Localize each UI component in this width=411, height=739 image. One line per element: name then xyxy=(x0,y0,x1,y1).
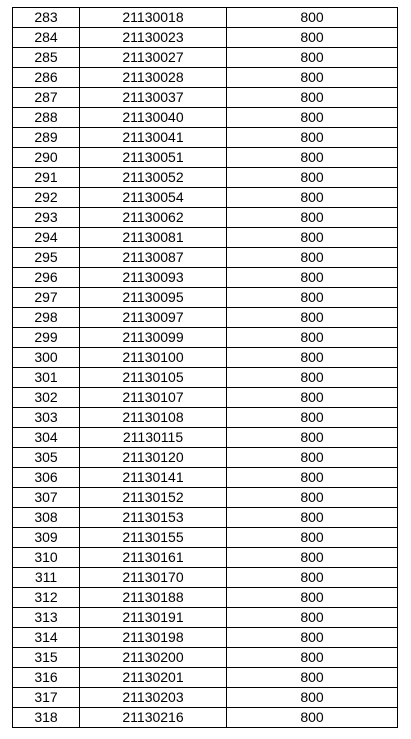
value-cell: 800 xyxy=(227,148,398,168)
id-cell: 21130216 xyxy=(80,708,227,728)
id-cell: 21130152 xyxy=(80,488,227,508)
table-row xyxy=(13,88,398,108)
id-cell: 21130108 xyxy=(80,408,227,428)
table-row xyxy=(13,468,398,488)
id-cell: 21130097 xyxy=(80,308,227,328)
table-row xyxy=(13,488,398,508)
row-number-cell: 315 xyxy=(13,648,80,668)
value-cell: 800 xyxy=(227,88,398,108)
value-cell: 800 xyxy=(227,288,398,308)
id-cell: 21130099 xyxy=(80,328,227,348)
row-number-cell: 310 xyxy=(13,548,80,568)
table-row xyxy=(13,388,398,408)
row-number-cell: 309 xyxy=(13,528,80,548)
value-cell: 800 xyxy=(227,608,398,628)
row-number-cell: 311 xyxy=(13,568,80,588)
value-cell: 800 xyxy=(227,348,398,368)
id-cell: 21130100 xyxy=(80,348,227,368)
row-number-cell: 317 xyxy=(13,688,80,708)
id-cell: 21130203 xyxy=(80,688,227,708)
table-row xyxy=(13,108,398,128)
row-number-cell: 290 xyxy=(13,148,80,168)
row-number-cell: 286 xyxy=(13,68,80,88)
value-cell: 800 xyxy=(227,648,398,668)
id-cell: 21130028 xyxy=(80,68,227,88)
value-cell: 800 xyxy=(227,468,398,488)
table-row xyxy=(13,668,398,688)
value-cell: 800 xyxy=(227,528,398,548)
table-row xyxy=(13,188,398,208)
id-cell: 21130198 xyxy=(80,628,227,648)
id-cell: 21130153 xyxy=(80,508,227,528)
table-row xyxy=(13,8,398,28)
row-number-cell: 297 xyxy=(13,288,80,308)
id-cell: 21130115 xyxy=(80,428,227,448)
value-cell: 800 xyxy=(227,448,398,468)
table-row xyxy=(13,68,398,88)
value-cell: 800 xyxy=(227,228,398,248)
table-row xyxy=(13,688,398,708)
row-number-cell: 295 xyxy=(13,248,80,268)
id-cell: 21130107 xyxy=(80,388,227,408)
id-cell: 21130062 xyxy=(80,208,227,228)
value-cell: 800 xyxy=(227,248,398,268)
id-cell: 21130018 xyxy=(80,8,227,28)
table-row xyxy=(13,148,398,168)
id-cell: 21130081 xyxy=(80,228,227,248)
table-row xyxy=(13,28,398,48)
row-number-cell: 298 xyxy=(13,308,80,328)
value-cell: 800 xyxy=(227,108,398,128)
table-row xyxy=(13,368,398,388)
row-number-cell: 293 xyxy=(13,208,80,228)
row-number-cell: 294 xyxy=(13,228,80,248)
id-cell: 21130201 xyxy=(80,668,227,688)
table-row xyxy=(13,48,398,68)
id-cell: 21130051 xyxy=(80,148,227,168)
value-cell: 800 xyxy=(227,688,398,708)
id-cell: 21130052 xyxy=(80,168,227,188)
id-cell: 21130027 xyxy=(80,48,227,68)
value-cell: 800 xyxy=(227,548,398,568)
table-row xyxy=(13,428,398,448)
value-cell: 800 xyxy=(227,388,398,408)
row-number-cell: 287 xyxy=(13,88,80,108)
value-cell: 800 xyxy=(227,8,398,28)
row-number-cell: 312 xyxy=(13,588,80,608)
row-number-cell: 289 xyxy=(13,128,80,148)
id-cell: 21130095 xyxy=(80,288,227,308)
value-cell: 800 xyxy=(227,568,398,588)
table-row xyxy=(13,268,398,288)
table-row xyxy=(13,588,398,608)
table-row xyxy=(13,648,398,668)
row-number-cell: 302 xyxy=(13,388,80,408)
table-row xyxy=(13,308,398,328)
table-row xyxy=(13,328,398,348)
value-cell: 800 xyxy=(227,368,398,388)
id-cell: 21130054 xyxy=(80,188,227,208)
value-cell: 800 xyxy=(227,628,398,648)
id-cell: 21130105 xyxy=(80,368,227,388)
id-cell: 21130023 xyxy=(80,28,227,48)
row-number-cell: 300 xyxy=(13,348,80,368)
data-table xyxy=(12,7,398,728)
table-row xyxy=(13,208,398,228)
id-cell: 21130093 xyxy=(80,268,227,288)
id-cell: 21130188 xyxy=(80,588,227,608)
row-number-cell: 307 xyxy=(13,488,80,508)
value-cell: 800 xyxy=(227,28,398,48)
table-row xyxy=(13,508,398,528)
row-number-cell: 296 xyxy=(13,268,80,288)
row-number-cell: 299 xyxy=(13,328,80,348)
id-cell: 21130161 xyxy=(80,548,227,568)
row-number-cell: 314 xyxy=(13,628,80,648)
id-cell: 21130170 xyxy=(80,568,227,588)
id-cell: 21130200 xyxy=(80,648,227,668)
value-cell: 800 xyxy=(227,408,398,428)
row-number-cell: 316 xyxy=(13,668,80,688)
value-cell: 800 xyxy=(227,588,398,608)
value-cell: 800 xyxy=(227,308,398,328)
value-cell: 800 xyxy=(227,68,398,88)
table-row xyxy=(13,548,398,568)
row-number-cell: 303 xyxy=(13,408,80,428)
row-number-cell: 301 xyxy=(13,368,80,388)
value-cell: 800 xyxy=(227,428,398,448)
table-row xyxy=(13,348,398,368)
id-cell: 21130087 xyxy=(80,248,227,268)
value-cell: 800 xyxy=(227,128,398,148)
row-number-cell: 306 xyxy=(13,468,80,488)
row-number-cell: 308 xyxy=(13,508,80,528)
value-cell: 800 xyxy=(227,328,398,348)
value-cell: 800 xyxy=(227,508,398,528)
row-number-cell: 318 xyxy=(13,708,80,728)
id-cell: 21130040 xyxy=(80,108,227,128)
table-row xyxy=(13,288,398,308)
table-body xyxy=(13,8,398,728)
table-row xyxy=(13,608,398,628)
value-cell: 800 xyxy=(227,668,398,688)
row-number-cell: 284 xyxy=(13,28,80,48)
value-cell: 800 xyxy=(227,168,398,188)
id-cell: 21130191 xyxy=(80,608,227,628)
table-row xyxy=(13,408,398,428)
id-cell: 21130155 xyxy=(80,528,227,548)
row-number-cell: 313 xyxy=(13,608,80,628)
id-cell: 21130120 xyxy=(80,448,227,468)
row-number-cell: 291 xyxy=(13,168,80,188)
table-row xyxy=(13,528,398,548)
table-row xyxy=(13,568,398,588)
row-number-cell: 304 xyxy=(13,428,80,448)
value-cell: 800 xyxy=(227,268,398,288)
id-cell: 21130041 xyxy=(80,128,227,148)
row-number-cell: 285 xyxy=(13,48,80,68)
id-cell: 21130037 xyxy=(80,88,227,108)
value-cell: 800 xyxy=(227,208,398,228)
value-cell: 800 xyxy=(227,48,398,68)
row-number-cell: 288 xyxy=(13,108,80,128)
row-number-cell: 292 xyxy=(13,188,80,208)
value-cell: 800 xyxy=(227,708,398,728)
table-row xyxy=(13,448,398,468)
value-cell: 800 xyxy=(227,488,398,508)
table-row xyxy=(13,128,398,148)
table-row xyxy=(13,628,398,648)
table-row xyxy=(13,248,398,268)
table-row xyxy=(13,168,398,188)
table-row xyxy=(13,708,398,728)
value-cell: 800 xyxy=(227,188,398,208)
row-number-cell: 305 xyxy=(13,448,80,468)
table-row xyxy=(13,228,398,248)
row-number-cell: 283 xyxy=(13,8,80,28)
id-cell: 21130141 xyxy=(80,468,227,488)
